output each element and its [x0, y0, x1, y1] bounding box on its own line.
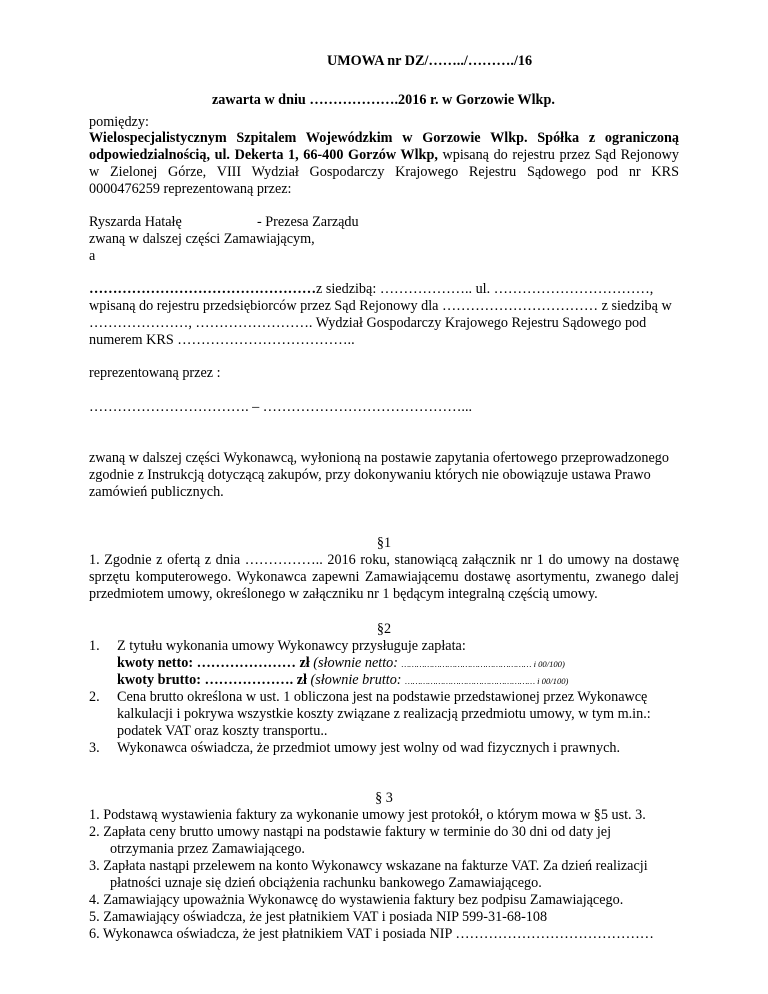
and-label: a	[89, 248, 96, 264]
net-amount-line: kwoty netto: ………………… zł (słownie netto: …………………………………………… i 00/100)	[117, 655, 565, 671]
section-2-item1: Z tytułu wykonania umowy Wykonawcy przysługuje zapłata:	[117, 638, 466, 654]
section-2-num2: 2.	[89, 689, 100, 705]
representative-role: - Prezesa Zarządu	[257, 214, 359, 230]
section-3-item5: 5. Zamawiający oświadcza, że jest płatnikiem VAT i posiada NIP 599-31-68-108	[89, 909, 548, 925]
section-3-item2-line1: 2. Zapłata ceny brutto umowy nastąpi na podstawie faktury w terminie do 30 dni od daty jej	[89, 824, 612, 840]
contractor-line2: wpisaną do rejestru przedsiębiorców przez Sąd Rejonowy dla …………………………… z siedzibą w	[89, 298, 672, 314]
section-1-line2: sprzętu komputerowego. Wykonawca zapewni Zamawiającemu dostawę asortymentu, zwanego dalej	[89, 569, 679, 585]
contractor-line3: …………………, ……………………. Wydział Gospodarczy Krajowego Rejestru Sądowego pod	[89, 315, 647, 331]
section-2-item2-line1: Cena brutto określona w ust. 1 obliczona jest na podstawie przedstawionej przez Wykonawcę	[117, 689, 648, 705]
section-2-heading: §2	[376, 621, 392, 637]
wykonawca-line3: zamówień publicznych.	[89, 484, 224, 500]
section-3-item3-line2: płatności uznaje się dzień obciążenia rachunku bankowego Zamawiającego.	[110, 875, 542, 891]
section-2-num1: 1.	[89, 638, 100, 654]
section-3-item3-line1: 3. Zapłata nastąpi przelewem na konto Wykonawcy wskazane na fakturze VAT. Za dzień realizacji	[89, 858, 648, 874]
between-label: pomiędzy:	[89, 114, 149, 130]
section-3-heading: § 3	[375, 790, 393, 806]
section-3-item1: 1. Podstawą wystawienia faktury za wykonanie umowy jest protokół, o którym mowa w §5 ust. 3.	[89, 807, 646, 823]
hospital-krs-line: 0000476259 reprezentowaną przez:	[89, 181, 292, 197]
wykonawca-line2: zgodnie z Instrukcją dotyczącą zakupów, przy dokonywaniu których nie obowiązuje ustawa Prawo	[89, 467, 651, 483]
contract-title: UMOWA nr DZ/……../………./16	[327, 53, 533, 69]
section-3-item6: 6. Wykonawca oświadcza, że jest płatnikiem VAT i posiada NIP ……………………………………	[89, 926, 654, 942]
hospital-register-line: w Zielonej Górze, VIII Wydział Gospodarczy Krajowego Rejestru Sądowego pod nr KRS	[89, 164, 679, 180]
zamawiajacy-label: zwaną w dalszej części Zamawiającym,	[89, 231, 315, 247]
section-1-heading: §1	[376, 535, 392, 551]
date-line: zawarta w dniu ……………….2016 r. w Gorzowie Wlkp.	[212, 92, 555, 108]
hospital-name-line2: odpowiedzialnością, ul. Dekerta 1, 66-400 Gorzów Wlkp, wpisaną do rejestru przez Sąd Rejonowy	[89, 147, 679, 163]
representative-dots: ……………………………. – ……………………………………...	[89, 399, 473, 415]
represented-label: reprezentowaną przez :	[89, 365, 221, 381]
section-2-item2-line2: kalkulacji i pokrywa wszystkie koszty związane z realizacją przedmiotu umowy, w tym m.in.:	[117, 706, 651, 722]
gross-amount-line: kwoty brutto: ………………. zł (słownie brutto: …………………………………………… i 00/100)	[117, 672, 569, 688]
section-2-item2-line3: podatek VAT oraz koszty transportu..	[117, 723, 328, 739]
hospital-name-line1: Wielospecjalistycznym Szpitalem Wojewódzkim w Gorzowie Wlkp. Spółka z ograniczoną	[89, 130, 679, 146]
section-3-item2-line2: otrzymania przez Zamawiającego.	[110, 841, 305, 857]
wykonawca-line1: zwaną w dalszej części Wykonawcą, wyłonioną na postawie zapytania ofertowego przeprowadzonego	[89, 450, 669, 466]
contractor-line4: numerem KRS ………………………………..	[89, 332, 355, 348]
section-1-line3: przedmiotem umowy, określonego w załączniku nr 1 będącym integralną częścią umowy.	[89, 586, 598, 602]
section-1-line1: 1. Zgodnie z ofertą z dnia …………….. 2016 roku, stanowiącą załącznik nr 1 do umowy na dostawę	[89, 552, 679, 568]
representative-name: Ryszarda Hatałę	[89, 214, 182, 230]
section-2-num3: 3.	[89, 740, 100, 756]
section-3-item4: 4. Zamawiający upoważnia Wykonawcę do wystawienia faktury bez podpisu Zamawiającego.	[89, 892, 624, 908]
section-2-item3: Wykonawca oświadcza, że przedmiot umowy jest wolny od wad fizycznych i prawnych.	[117, 740, 621, 756]
contractor-line1: …………………………………………z siedzibą: ……………….. ul. ……………………………,	[89, 281, 654, 297]
